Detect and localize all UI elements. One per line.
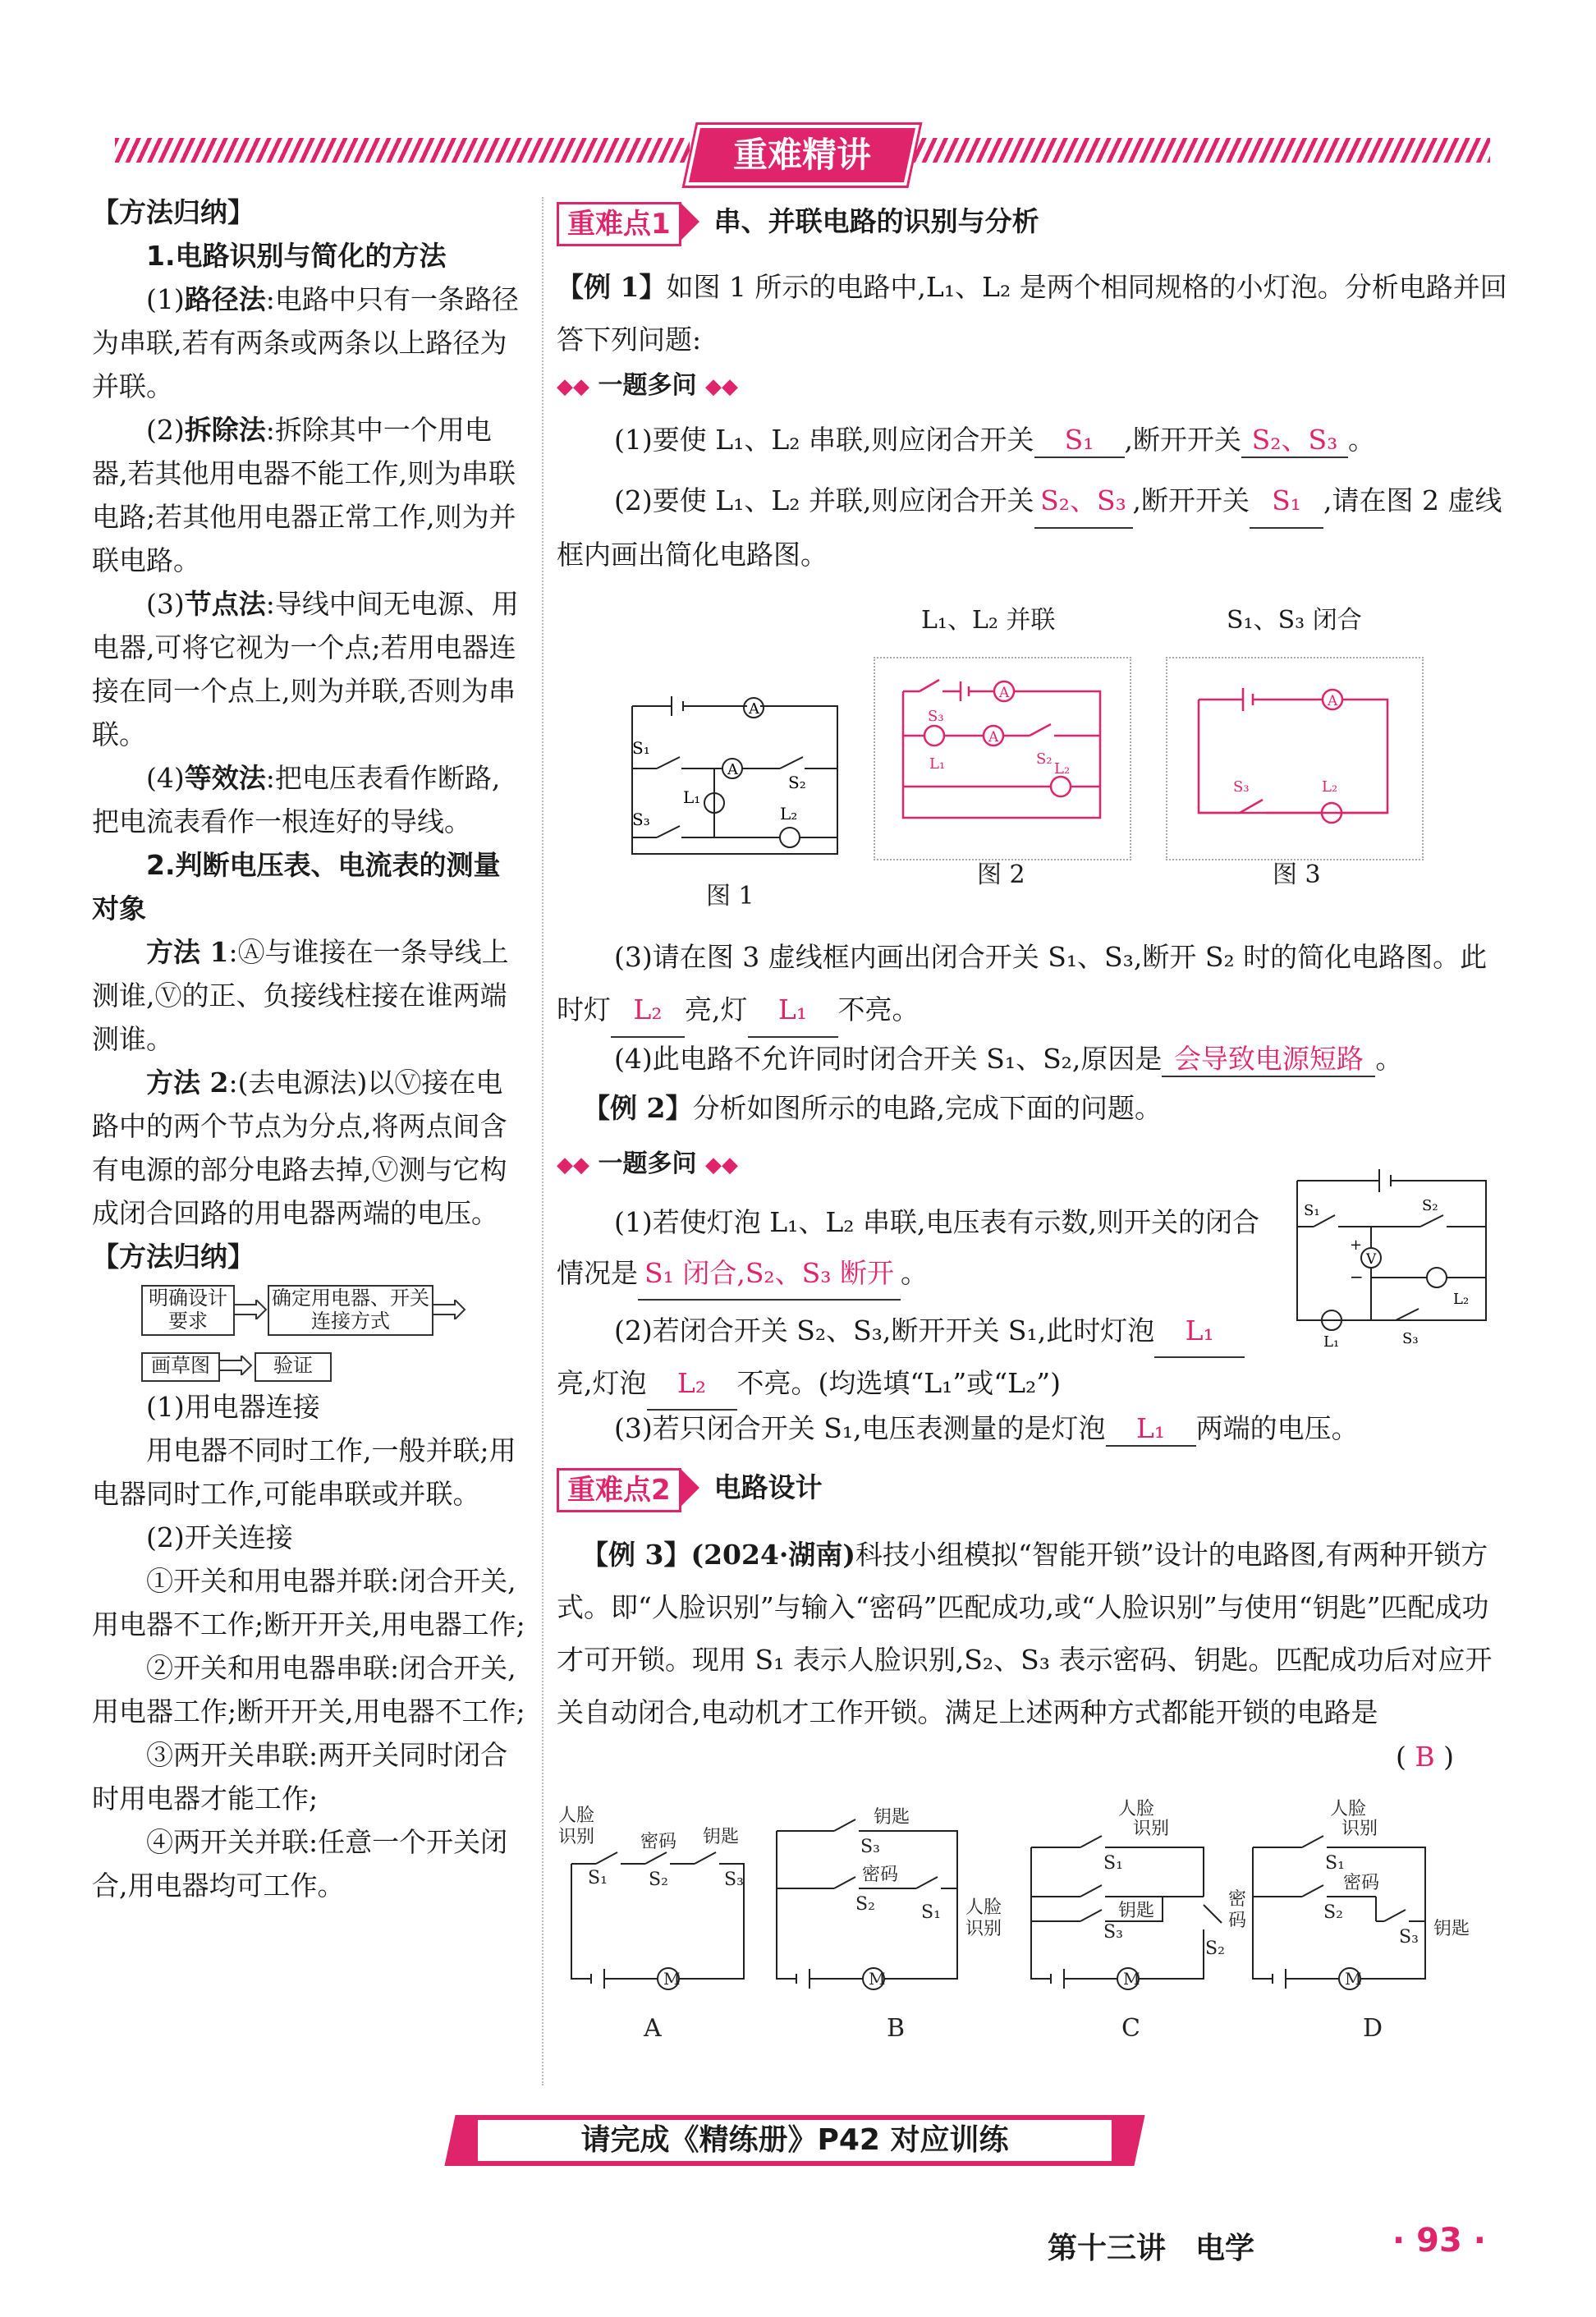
fig2-caption: 图 2 <box>977 860 1025 889</box>
svg-text:L₁: L₁ <box>1323 1333 1340 1351</box>
fig3-caption: 图 3 <box>1273 860 1321 889</box>
ex2-q2: (2)若闭合开关 S₂、S₃,断开开关 S₁,此时灯泡 L₁亮,灯泡 L₂ 不亮。(均选填“L₁”或“L₂”) <box>557 1305 1279 1411</box>
fig2-title: L₁、L₂ 并联 <box>921 606 1056 635</box>
motor-icon: M <box>663 1969 681 1989</box>
svg-text:A: A <box>1328 693 1338 709</box>
keypoint-tag: 重难点2 <box>557 1468 681 1512</box>
answer-blank: S₂、S₃ <box>1241 424 1348 458</box>
svg-text:S₂: S₂ <box>1323 1902 1343 1923</box>
svg-text:S₃: S₃ <box>1399 1927 1419 1948</box>
svg-text:S₁: S₁ <box>1325 1853 1345 1874</box>
svg-text:识别: 识别 <box>1133 1819 1170 1839</box>
svg-text:L₁: L₁ <box>683 787 701 807</box>
circuit-figure-3 <box>1190 681 1404 829</box>
fig3-title: S₁、S₃ 闭合 <box>1227 606 1362 635</box>
answer-blank: L₁ <box>1154 1305 1245 1358</box>
diamond-icon: ◆◆ <box>705 374 738 399</box>
svg-text:S₃: S₃ <box>860 1837 880 1857</box>
keypoint-title: 电路设计 <box>713 1471 823 1503</box>
motor-icon: M <box>869 1969 886 1989</box>
keypoint-2-header <box>557 1468 1509 1512</box>
practice-banner: 请完成《精练册》P42 对应训练 <box>478 2120 1112 2161</box>
page-number: · 93 · <box>1392 2222 1486 2260</box>
flow-step-3: 画草图 <box>141 1352 220 1382</box>
svg-text:S₁: S₁ <box>921 1902 941 1923</box>
svg-text:码: 码 <box>1228 1911 1247 1931</box>
chapter-label: 第十三讲 电学 <box>1048 2232 1255 2265</box>
connect-item: ①开关和用电器并联:闭合开关,用电器不工作;断开开关,用电器工作; <box>92 1565 525 1640</box>
multi-question-label-2: ◆◆ 一题多问 ◆◆ <box>557 1149 738 1178</box>
svg-text:钥匙: 钥匙 <box>703 1827 740 1847</box>
diamond-icon: ◆◆ <box>705 1153 738 1177</box>
ex3-answer: ( B ) <box>1396 1741 1455 1773</box>
method-heading: 【方法归纳】 <box>92 196 255 228</box>
svg-text:S₂: S₂ <box>1036 750 1053 768</box>
connect-heading-2: (2)开关连接 <box>146 1521 293 1553</box>
svg-text:识别: 识别 <box>558 1827 595 1847</box>
tag-arrow-icon <box>680 1468 699 1507</box>
svg-text:钥匙: 钥匙 <box>1118 1901 1155 1921</box>
ex1-q4: (4)此电路不允许同时闭合开关 S₁、S₂,原因是 会导致电源短路 。 <box>614 1043 1566 1077</box>
answer-blank: S₁ 闭合,S₂、S₃ 断开 <box>638 1248 901 1301</box>
svg-text:S₃: S₃ <box>928 708 944 725</box>
svg-text:L₁: L₁ <box>929 755 946 773</box>
svg-text:密码: 密码 <box>1343 1873 1380 1893</box>
motor-icon: M <box>1123 1969 1140 1989</box>
keypoint-title: 串、并联电路的识别与分析 <box>713 205 1039 237</box>
svg-text:钥匙: 钥匙 <box>1433 1919 1470 1939</box>
svg-text:B: B <box>887 2014 906 2043</box>
svg-text:密: 密 <box>1228 1889 1247 1910</box>
flow-arrow-icon <box>218 1356 253 1375</box>
svg-text:S₂: S₂ <box>788 773 806 792</box>
ex1-q1: (1)要使 L₁、L₂ 串联,则应闭合开关 S₁ ,断开开关 S₂、S₃ 。 <box>614 424 1517 458</box>
header-hatch-right <box>911 138 1490 163</box>
connect-item: ③两开关串联:两开关同时闭合时用电器才能工作; <box>92 1739 508 1815</box>
svg-text:S₂: S₂ <box>1205 1938 1225 1959</box>
svg-text:钥匙: 钥匙 <box>874 1807 910 1828</box>
svg-text:密码: 密码 <box>862 1865 899 1885</box>
ammeter-a2-icon: A <box>727 761 738 778</box>
svg-text:S₃: S₃ <box>724 1870 744 1890</box>
svg-text:+: + <box>1350 1236 1363 1254</box>
flow-arrow-icon <box>233 1300 268 1319</box>
svg-text:S₃: S₃ <box>1233 778 1250 796</box>
keypoint-tag: 重难点1 <box>557 202 681 246</box>
example-1-stem: 【例 1】如图 1 所示的电路中,L₁、L₂ 是两个相同规格的小灯泡。分析电路并回答下列问题: <box>557 271 1507 356</box>
svg-text:人脸: 人脸 <box>965 1897 1002 1918</box>
flow-arrow-icon <box>432 1300 466 1319</box>
diamond-icon: ◆◆ <box>557 374 589 399</box>
connect-item: ②开关和用电器串联:闭合开关,用电器工作;断开开关,用电器不工作; <box>92 1652 525 1727</box>
fig1-caption: 图 1 <box>706 882 754 911</box>
flow-step-1: 明确设计要求 <box>141 1285 235 1336</box>
svg-text:C: C <box>1121 2014 1140 2043</box>
diamond-icon: ◆◆ <box>557 1153 589 1177</box>
example-3-stem: 【例 3】(2024·湖南)科技小组模拟“智能开锁”设计的电路图,有两种开锁方式。即“人脸识别”与输入“密码”匹配成功,或“人脸识别”与使用“钥匙”匹配成功才可开锁。现用 S₁ 表示人脸识别,S₂、S₃ 表示密码、钥匙。匹配成功后对应开关自动闭合,电动机才工作开锁。满足上述两种方式都能开锁的电路是 <box>557 1539 1493 1728</box>
svg-text:S₁: S₁ <box>632 738 650 758</box>
method-subheading-1: 1.电路识别与简化的方法 <box>146 240 447 272</box>
ex2-q3: (3)若只闭合开关 S₁,电压表测量的是灯泡 L₁ 两端的电压。 <box>614 1412 1566 1447</box>
flow-step-4: 验证 <box>255 1352 332 1382</box>
method-node: (3)节点法:导线中间无电源、用电器,可将它视为一个点;若用电器连接在同一个点上,则为并联,否则为串联。 <box>92 588 519 750</box>
circuit-example-2 <box>1289 1164 1502 1353</box>
svg-text:识别: 识别 <box>1341 1819 1378 1839</box>
answer-blank: L₂ <box>611 984 685 1038</box>
connect-text-1: 用电器不同时工作,一般并联;用电器同时工作,可能串联或并联。 <box>92 1434 516 1510</box>
svg-text:−: − <box>1350 1267 1364 1287</box>
design-flowchart <box>92 1278 527 1385</box>
answer-blank: L₁ <box>1106 1412 1196 1447</box>
example-2-stem: 【例 2】分析如图所示的电路,完成下面的问题。 <box>583 1092 1162 1124</box>
motor-icon: M <box>1345 1969 1362 1989</box>
svg-text:人脸: 人脸 <box>1118 1799 1155 1819</box>
connect-heading-1: (1)用电器连接 <box>146 1391 320 1423</box>
svg-text:A: A <box>988 729 999 746</box>
option-circuits <box>555 1798 1524 2044</box>
answer-blank: L₂ <box>647 1358 737 1411</box>
svg-text:人脸: 人脸 <box>558 1805 595 1826</box>
svg-text:S₂: S₂ <box>1422 1197 1438 1214</box>
svg-text:L₂: L₂ <box>1054 760 1071 778</box>
svg-text:D: D <box>1363 2014 1383 2043</box>
ex2-q1: (1)若使灯泡 L₁、L₂ 串联,电压表有示数,则开关的闭合情况是 S₁ 闭合,S₂、S₃ 断开 。 <box>557 1197 1279 1301</box>
voltmeter-icon: V <box>1366 1251 1377 1268</box>
method-f2: 方法 2:(去电源法)以Ⓥ接在电路中的两个节点为分点,将两点间含有电源的部分电路去掉,Ⓥ测与它构成闭合回路的用电器两端的电压。 <box>92 1067 507 1229</box>
svg-text:S₁: S₁ <box>1103 1853 1123 1874</box>
svg-text:S₂: S₂ <box>649 1870 668 1890</box>
svg-text:S₃: S₃ <box>632 810 650 829</box>
method-heading-2: 【方法归纳】 <box>92 1241 255 1273</box>
svg-text:L₂: L₂ <box>780 804 798 824</box>
ammeter-a1-icon: A <box>749 700 759 718</box>
method-remove: (2)拆除法:拆除其中一个用电器,若其他用电器不能工作,则为串联电路;若其他用电器正常工作,则为并联电路。 <box>92 414 516 576</box>
column-divider <box>542 197 543 2085</box>
answer-blank: 会导致电源短路 <box>1162 1043 1375 1077</box>
left-column <box>92 190 527 1907</box>
ex1-q3: (3)请在图 3 虚线框内画出闭合开关 S₁、S₃,断开 S₂ 时的简化电路图。此时灯 L₂ 亮,灯 L₁ 不亮。 <box>557 931 1509 1038</box>
multi-question-label: ◆◆ 一题多问 ◆◆ <box>557 371 738 400</box>
method-path: (1)路径法:电路中只有一条路径为串联,若有两条或两条以上路径为并联。 <box>92 283 519 402</box>
svg-text:A: A <box>644 2014 662 2043</box>
header-hatch-left <box>115 138 690 163</box>
connect-item: ④两开关并联:任意一个开关闭合,用电器均可工作。 <box>92 1826 508 1902</box>
answer-blank: S₂、S₃ <box>1034 475 1133 529</box>
method-f1: 方法 1:Ⓐ与谁接在一条导线上测谁,Ⓥ的正、负接线柱接在谁两端测谁。 <box>92 936 509 1055</box>
tag-arrow-icon <box>680 202 699 241</box>
flow-step-2: 确定用电器、开关连接方式 <box>268 1285 433 1336</box>
svg-text:S₃: S₃ <box>1103 1922 1123 1943</box>
svg-text:密码: 密码 <box>640 1832 677 1852</box>
circuit-figure-2 <box>895 673 1117 837</box>
svg-text:S₂: S₂ <box>855 1894 875 1915</box>
answer-blank: S₁ <box>1250 475 1323 529</box>
svg-text:S₁: S₁ <box>588 1868 608 1888</box>
svg-text:识别: 识别 <box>965 1919 1002 1939</box>
method-subheading-2: 2.判断电压表、电流表的测量对象 <box>92 849 501 925</box>
ex1-q2: (2)要使 L₁、L₂ 并联,则应闭合开关 S₂、S₃ ,断开开关 S₁ ,请在图 2 虚线框内画出简化电路图。 <box>557 475 1509 581</box>
svg-text:L₂: L₂ <box>1322 778 1338 796</box>
answer-blank: L₁ <box>748 984 838 1038</box>
svg-text:S₃: S₃ <box>1402 1330 1419 1347</box>
section-banner: 重难精讲 <box>685 125 920 186</box>
svg-text:L₂: L₂ <box>1453 1291 1470 1308</box>
method-equivalent: (4)等效法:把电压表看作断路,把电流表看作一根连好的导线。 <box>92 762 501 837</box>
svg-text:人脸: 人脸 <box>1330 1799 1367 1819</box>
circuit-figure-1 <box>608 690 854 879</box>
keypoint-1-header <box>557 202 1509 246</box>
svg-text:A: A <box>999 685 1010 701</box>
answer-blank: S₁ <box>1034 424 1125 458</box>
svg-text:S₁: S₁ <box>1304 1202 1320 1219</box>
